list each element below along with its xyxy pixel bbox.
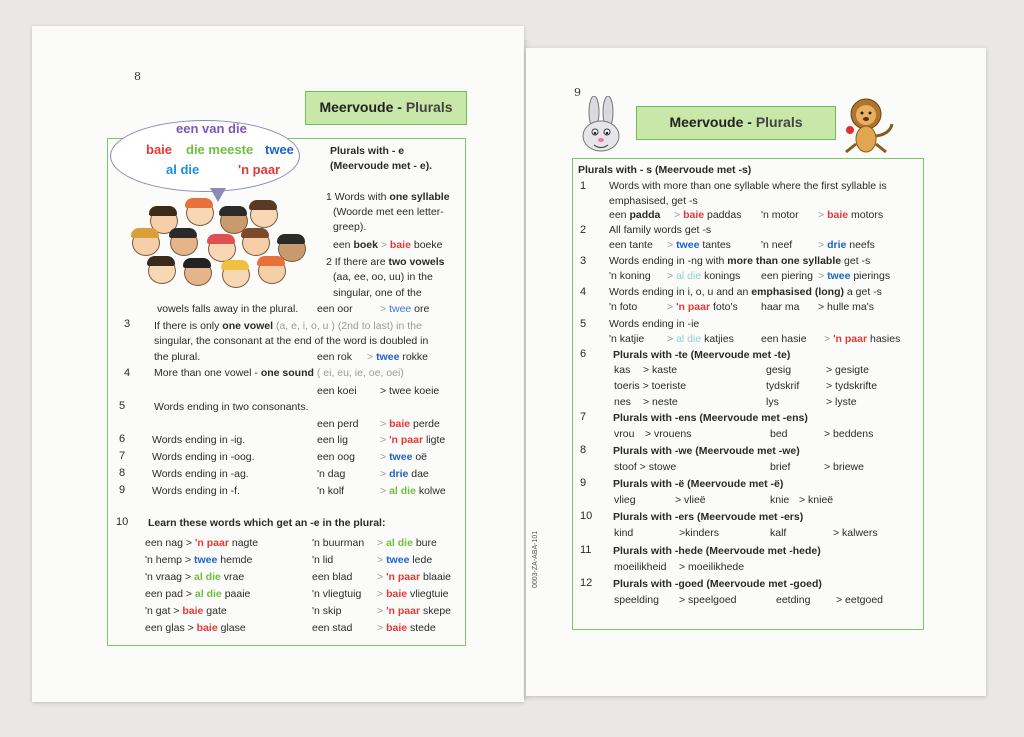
item-8-number: 8	[580, 444, 587, 456]
rule-7-example-plural: > twee oë	[380, 451, 428, 463]
item-5-plural-2: > 'n paar hasies	[824, 333, 901, 345]
rule-10-number: 10	[116, 516, 129, 528]
item-4-text: Words ending in i, o, u and an emphasised (long) a get -s	[609, 286, 882, 298]
item-4-example-1: 'n foto	[609, 301, 638, 313]
item-6-row3-b: > neste	[643, 396, 678, 408]
item-2-example-1: een tante	[609, 239, 653, 251]
item-7-ex-d: > beddens	[824, 428, 874, 440]
rule-2-text-3: singular, one of the	[333, 287, 422, 299]
rule-5-example-plural: > baie perde	[380, 418, 440, 430]
rule-1-text: 1 Words with one syllable	[326, 191, 450, 203]
item-10-ex-d: > kalwers	[833, 527, 878, 539]
rule-3-text-3: the plural.	[154, 351, 201, 363]
left-title-main: Meervoude	[319, 99, 394, 115]
item-7-ex-a: vrou	[614, 428, 635, 440]
item-7-number: 7	[580, 411, 587, 423]
rule-5-example: een perd	[317, 418, 359, 430]
bubble-word-5: al die	[166, 162, 200, 177]
rule-8-number: 8	[119, 467, 126, 479]
word-list-item: > 'n paar skepe	[377, 605, 452, 617]
rule-7-example: een oog	[317, 451, 355, 463]
item-6-row3-c: lys	[766, 396, 779, 408]
word-list-item: > 'n paar blaaie	[377, 571, 452, 583]
rule-7-text: Words ending in -oog.	[152, 451, 255, 463]
bubble-word-6: 'n paar	[238, 162, 281, 177]
item-1-plural-1: > baie paddas	[674, 209, 742, 221]
rule-8-text: Words ending in -ag.	[152, 468, 249, 480]
item-12-ex-d: > eetgoed	[836, 594, 884, 606]
item-1-example-1: een padda	[609, 209, 661, 221]
item-6-row1-c: gesig	[766, 364, 792, 376]
right-title-main: Meervoude	[669, 114, 744, 130]
item-6-row1-b: > kaste	[643, 364, 678, 376]
item-4-plural-2: > hulle ma's	[818, 301, 874, 313]
left-intro-1: Plurals with - e	[330, 145, 405, 157]
item-6-row3-d: > lyste	[826, 396, 857, 408]
word-list-item: > baie stede	[377, 622, 436, 634]
item-2-plural-1: > twee tantes	[667, 239, 731, 251]
rule-10-text: Learn these words which get an -e in the plural:	[148, 517, 386, 529]
item-9-number: 9	[580, 477, 587, 489]
rule-1-example: een boek > baie boeke	[333, 239, 443, 251]
item-12-text: Plurals with -goed (Meervoude met -goed)	[613, 578, 822, 590]
rule-5-text: Words ending in two consonants.	[154, 401, 309, 413]
right-title-box	[636, 106, 836, 140]
word-list-item: een glas > baie glase	[145, 622, 246, 634]
rule-3-example-plural: > twee rokke	[367, 351, 428, 363]
rule-4-example-plural: > twee koeie	[380, 385, 440, 397]
item-11-text: Plurals with -hede (Meervoude met -hede)	[613, 545, 821, 557]
rule-8-example-plural: > drie dae	[380, 468, 429, 480]
rule-8-example: 'n dag	[317, 468, 346, 480]
rule-9-example-plural: > al die kolwe	[380, 485, 446, 497]
rule-6-example: een lig	[317, 434, 348, 446]
page-number-right: 9	[574, 86, 581, 99]
item-2-plural-2: > drie neefs	[818, 239, 875, 251]
word-list-item: 'n vraag > al die vrae	[145, 571, 245, 583]
word-list-item: 'n buurman	[312, 537, 365, 549]
rule-5-number: 5	[119, 400, 126, 412]
item-1-example-2: 'n motor	[761, 209, 799, 221]
item-1-number: 1	[580, 180, 587, 192]
item-9-ex-c: knie	[770, 494, 790, 506]
rule-6-number: 6	[119, 433, 126, 445]
item-9-text: Plurals with -ë (Meervoude met -ë)	[613, 478, 784, 490]
left-title-box	[305, 91, 467, 125]
word-list-item: een blad	[312, 571, 353, 583]
rule-3-text: If there is only one vowel (a, e, i, o, u ) (2nd to last) in the	[154, 320, 422, 332]
left-intro-2: (Meervoude met - e).	[330, 160, 433, 172]
item-5-number: 5	[580, 318, 587, 330]
item-12-ex-b: > speelgoed	[679, 594, 737, 606]
rule-2-example-plural: > twee ore	[380, 303, 430, 315]
item-9-ex-a: vlieg	[614, 494, 636, 506]
rule-4-text: More than one vowel - one sound ( ei, eu, ie, oe, oei)	[154, 367, 404, 379]
item-6-text: Plurals with -te (Meervoude met -te)	[613, 349, 791, 361]
item-10-ex-a: kind	[614, 527, 634, 539]
children-illustration	[130, 196, 310, 288]
item-11-number: 11	[580, 544, 592, 556]
word-list-item: 'n skip	[312, 605, 342, 617]
word-list-item: 'n hemp > twee hemde	[145, 554, 253, 566]
item-2-example-2: 'n neef	[761, 239, 793, 251]
bubble-word-4: twee	[265, 142, 294, 157]
item-6-row2-c: tydskrif	[766, 380, 800, 392]
item-8-ex-d: > briewe	[824, 461, 864, 473]
item-10-ex-b: >kinders	[679, 527, 719, 539]
word-list-item: 'n lid	[312, 554, 334, 566]
item-6-row1-d: > gesigte	[826, 364, 869, 376]
item-7-text: Plurals with -ens (Meervoude met -ens)	[613, 412, 808, 424]
left-title-sep: -	[393, 99, 406, 115]
rule-7-number: 7	[119, 450, 126, 462]
item-6-row1-a: kas	[614, 364, 631, 376]
item-4-example-2: haar ma	[761, 301, 800, 313]
word-list-item: > baie vliegtuie	[377, 588, 449, 600]
rule-9-example: 'n kolf	[317, 485, 345, 497]
item-3-text: Words ending in -ng with more than one syllable get -s	[609, 255, 871, 267]
word-list-item: een stad	[312, 622, 353, 634]
spine-code: 0003-ZA-ABA-101	[532, 530, 539, 588]
item-8-text: Plurals with -we (Meervoude met -we)	[613, 445, 800, 457]
lion-icon	[838, 94, 898, 158]
item-3-plural-2: > twee pierings	[818, 270, 891, 282]
word-list-item: 'n gat > baie gate	[145, 605, 227, 617]
item-9-ex-b: > vlieë	[675, 494, 706, 506]
item-3-plural-1: > al die konings	[667, 270, 741, 282]
rule-6-example-plural: > 'n paar ligte	[380, 434, 446, 446]
bubble-word-1: een van die	[176, 121, 247, 136]
right-heading: Plurals with - s (Meervoude met -s)	[578, 164, 752, 176]
item-5-plural-1: > al die katjies	[667, 333, 734, 345]
rule-3-text-2: singular, the consonant at the end of the word is doubled in	[154, 335, 429, 347]
item-7-ex-c: bed	[770, 428, 788, 440]
bubble-word-3: die meeste	[186, 142, 254, 157]
item-6-number: 6	[580, 348, 587, 360]
right-title-sep: -	[743, 114, 756, 130]
item-1-text-2: emphasised, get -s	[609, 195, 698, 207]
rule-3-number: 3	[124, 318, 131, 330]
item-3-example-2: een piering	[761, 270, 813, 282]
item-5-text: Words ending in -ie	[609, 318, 700, 330]
bubble-word-2: baie	[146, 142, 173, 157]
item-2-text: All family words get -s	[609, 224, 712, 236]
item-3-example-1: 'n koning	[609, 270, 651, 282]
item-5-example-1: 'n katjie	[609, 333, 645, 345]
word-list-item: > al die bure	[377, 537, 437, 549]
rule-4-number: 4	[124, 367, 131, 379]
item-10-number: 10	[580, 510, 593, 522]
item-11-ex-b: > moeilikhede	[679, 561, 745, 573]
rule-1-text-2: (Woorde met een letter-	[333, 206, 444, 218]
item-10-ex-c: kalf	[770, 527, 787, 539]
item-6-row2-a: toeris > toeriste	[614, 380, 687, 392]
word-list-item: een pad > al die paaie	[145, 588, 251, 600]
item-3-number: 3	[580, 255, 587, 267]
item-6-row2-d: > tydskrifte	[826, 380, 878, 392]
item-10-text: Plurals with -ers (Meervoude met -ers)	[613, 511, 804, 523]
rule-6-text: Words ending in -ig.	[152, 434, 246, 446]
rule-2-text-4: vowels falls away in the plural.	[157, 303, 299, 315]
item-12-ex-a: speelding	[614, 594, 659, 606]
item-8-ex-c: brief	[770, 461, 791, 473]
item-11-ex-a: moeilikheid	[614, 561, 667, 573]
item-5-example-2: een hasie	[761, 333, 807, 345]
rule-4-example: een koei	[317, 385, 357, 397]
rule-2-text-2: (aa, ee, oo, uu) in the	[333, 271, 433, 283]
item-7-ex-b: > vrouens	[645, 428, 692, 440]
item-2-number: 2	[580, 224, 587, 236]
item-6-row3-a: nes	[614, 396, 631, 408]
word-list-item: 'n vliegtuig	[312, 588, 362, 600]
item-1-plural-2: > baie motors	[818, 209, 884, 221]
rule-9-number: 9	[119, 484, 126, 496]
page-number-left: 8	[134, 70, 141, 83]
item-4-number: 4	[580, 286, 587, 298]
word-list-item: > twee lede	[377, 554, 433, 566]
rule-9-text: Words ending in -f.	[152, 485, 240, 497]
item-12-ex-c: eetding	[776, 594, 811, 606]
rule-3-example: een rok	[317, 351, 353, 363]
rule-2-text: 2 If there are two vowels	[326, 256, 445, 268]
word-list-item: een nag > 'n paar nagte	[145, 537, 259, 549]
item-8-ex-a: stoof > stowe	[614, 461, 677, 473]
item-1-text: Words with more than one syllable where the first syllable is	[609, 180, 887, 192]
item-9-ex-d: > knieë	[799, 494, 834, 506]
left-title-sub: Plurals	[405, 99, 453, 115]
item-12-number: 12	[580, 577, 593, 589]
rabbit-icon	[574, 96, 630, 156]
rule-2-example: een oor	[317, 303, 353, 315]
right-title-sub: Plurals	[755, 114, 803, 130]
item-4-plural-1: > 'n paar foto's	[667, 301, 738, 313]
rule-1-text-3: greep).	[333, 221, 367, 233]
